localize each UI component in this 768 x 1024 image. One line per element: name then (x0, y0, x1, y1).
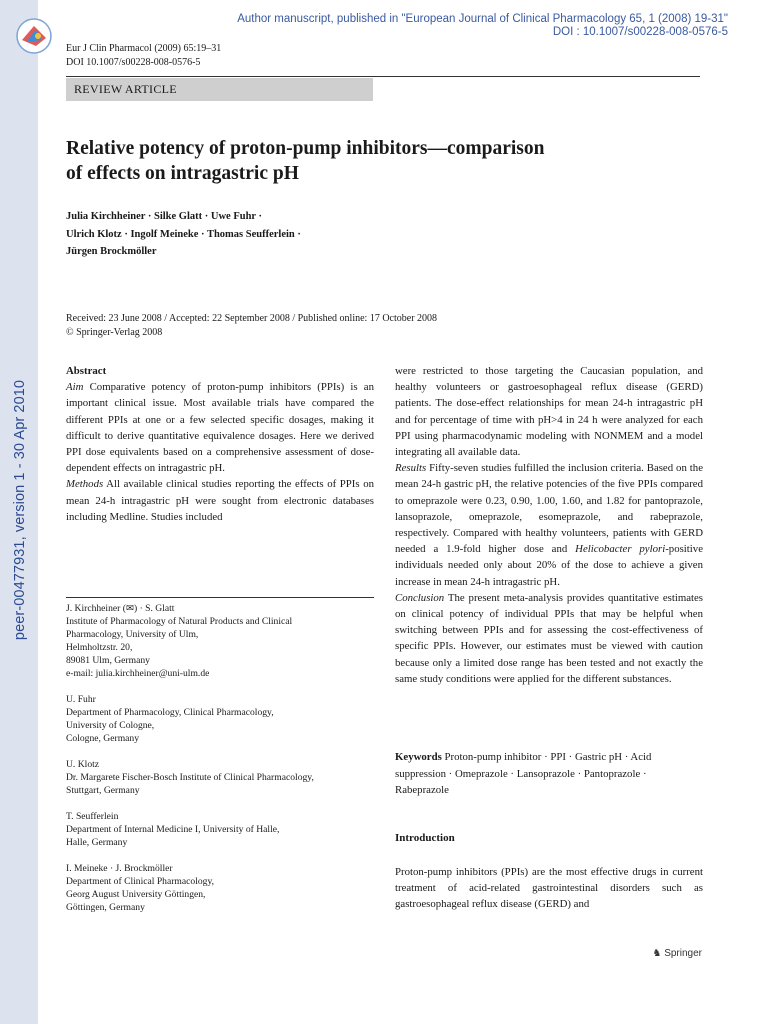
affiliation-line: U. Klotz (66, 759, 100, 770)
methods-label: Methods (66, 478, 104, 491)
hal-sidebar (0, 0, 38, 1024)
introduction-text: Proton-pump inhibitors (PPIs) are the most effective drugs in current treatment of acid-related gastrointestinal disorders such as gastroesophageal reflux disease (GERD) and (395, 866, 703, 911)
affiliation-line: e-mail: julia.kirchheiner@uni-ulm.de (66, 668, 210, 679)
affiliation-line: Göttingen, Germany (66, 902, 145, 913)
publication-dates (66, 312, 686, 340)
affiliation-block (66, 862, 374, 914)
abstract-conclusion (395, 590, 703, 687)
article-type-badge: REVIEW ARTICLE (66, 78, 373, 101)
affiliation-line: Dr. Margarete Fischer-Bosch Institute of Clinical Pharmacology, (66, 772, 314, 783)
dates-line: Received: 23 June 2008 / Accepted: 22 September 2008 / Published online: 17 October 2008 (66, 313, 438, 324)
affiliation-line: I. Meineke · J. Brockmöller (66, 863, 173, 874)
header-rule (66, 76, 700, 77)
title-line-2: of effects on intragastric pH (66, 163, 299, 184)
affiliation-line: Department of Internal Medicine I, University of Halle, (66, 824, 280, 835)
affiliation-line: Department of Pharmacology, Clinical Pharmacology, (66, 707, 274, 718)
hal-id-label: peer-00477931, version 1 - 30 Apr 2010 (12, 379, 28, 641)
abstract-right-column (395, 363, 703, 687)
journal-doi: DOI 10.1007/s00228-008-0576-5 (66, 57, 201, 68)
affiliation-line: J. Kirchheiner (✉) · S. Glatt (66, 603, 175, 614)
affiliation-line: Stuttgart, Germany (66, 785, 140, 796)
affiliation-line: University of Cologne, (66, 720, 155, 731)
affiliation-line: Institute of Pharmacology of Natural Products and Clinical (66, 616, 293, 627)
affiliation-block (66, 602, 374, 680)
affiliation-line: Helmholtzstr. 20, (66, 642, 133, 653)
results-text-a: Fifty-seven studies fulfilled the inclusion criteria. Based on the mean 24-h gastric pH, the relative potencies of the five PPIs compared to omeprazole were 0.23, 0.90, 1.00, 1.60, and 1.82 for pantoprazole, lansoprazole, omeprazole, esomeprazole, and rabeprazole, respectively. Compared with healthy volunteers, patients with GERD needed a 1.9-fold higher dose and (395, 462, 703, 556)
hal-logo-icon (14, 16, 54, 56)
results-label: Results (395, 462, 427, 475)
authors-line-3: Jürgen Brockmöller (66, 246, 157, 257)
hal-publication-note: Author manuscript, published in "European Journal of Clinical Pharmacology 65, 1 (2008) 19-31" (237, 13, 728, 25)
abstract-heading: Abstract (66, 365, 107, 377)
aim-label: Aim (66, 381, 84, 394)
affiliation-line: T. Seufferlein (66, 811, 119, 822)
affiliation-line: Cologne, Germany (66, 733, 140, 744)
hal-doi: DOI : 10.1007/s00228-008-0576-5 (552, 26, 728, 38)
affiliation-line: Georg August University Göttingen, (66, 889, 206, 900)
authors-line-2: Ulrich Klotz · Ingolf Meineke · Thomas Seufferlein · (66, 228, 301, 240)
results-text-b: -positive individuals needed only about 20% of the dose to achieve a given increase in mean 24-h intragastric pH. (395, 543, 703, 588)
journal-citation: Eur J Clin Pharmacol (2009) 65:19–31 (66, 43, 222, 54)
journal-info (66, 42, 221, 70)
conclusion-text: The present meta-analysis provides quantitative estimates on clinical potency of individual PPIs that may be helpful when switching between PPIs and for assessing the cost-effectiveness of specific PPIs. However, our estimates must be viewed with caution because only a limited dose range has been tested and not exactly the same study conditions were applied for the different substances. (395, 591, 703, 685)
affiliation-rule (66, 597, 374, 598)
results-italic: Helicobacter pylori (575, 543, 666, 556)
keywords-label: Keywords (395, 751, 442, 763)
springer-label: Springer (664, 948, 702, 959)
article-title (66, 136, 686, 186)
aim-text: Comparative potency of proton-pump inhibitors (PPIs) is an important clinical issue. Most available trials have compared the different PPIs at one or a few selected specific dosages, making it difficult to derive quantitative equivalence dosages. Here we derived PPI dose equivalents based on a comprehensive assessment of dose-dependent effects on intragastric pH. (66, 381, 374, 475)
springer-footer (652, 948, 702, 959)
conclusion-label: Conclusion (395, 591, 445, 604)
affiliation-line: Pharmacology, University of Ulm, (66, 629, 199, 640)
methods-continued: were restricted to those targeting the Caucasian population, and healthy volunteers or gastroesophageal reflux disease (GERD) patients. The dose-effect relationships for mean 24-h intragastric pH and for percentage of time with pH>4 in 24 h were analyzed for each PPI using pharmacodynamic modeling with NONMEM and a model integrating all available data. (395, 365, 703, 459)
abstract-aim (66, 379, 374, 476)
author-list (66, 208, 566, 261)
affiliations (66, 602, 374, 927)
affiliation-line: Halle, Germany (66, 837, 128, 848)
authors-line-1: Julia Kirchheiner · Silke Glatt · Uwe Fuhr · (66, 211, 263, 222)
affiliation-block (66, 810, 374, 849)
springer-horse-icon: ♞ (652, 948, 662, 959)
introduction-heading: Introduction (395, 832, 455, 844)
affiliation-block (66, 693, 374, 745)
title-line-1: Relative potency of proton-pump inhibitors—comparison (66, 138, 545, 159)
affiliation-line: U. Fuhr (66, 694, 96, 705)
copyright-line: © Springer-Verlag 2008 (66, 327, 163, 338)
abstract-left-column (66, 363, 374, 525)
abstract-methods (66, 476, 374, 525)
hal-header (237, 13, 728, 39)
abstract-results (395, 460, 703, 590)
methods-text: All available clinical studies reporting the effects of PPIs on mean 24-h intragastric pH were sought from electronic databases including Medline. Studies included (66, 478, 374, 523)
affiliation-line: Department of Clinical Pharmacology, (66, 876, 215, 887)
keywords (395, 749, 703, 799)
affiliation-block (66, 758, 374, 797)
keywords-text: Proton-pump inhibitor · PPI · Gastric pH · Acid suppression · Omeprazole · Lansoprazole · Pantoprazole · Rabeprazole (395, 751, 652, 796)
affiliation-line: 89081 Ulm, Germany (66, 655, 150, 666)
